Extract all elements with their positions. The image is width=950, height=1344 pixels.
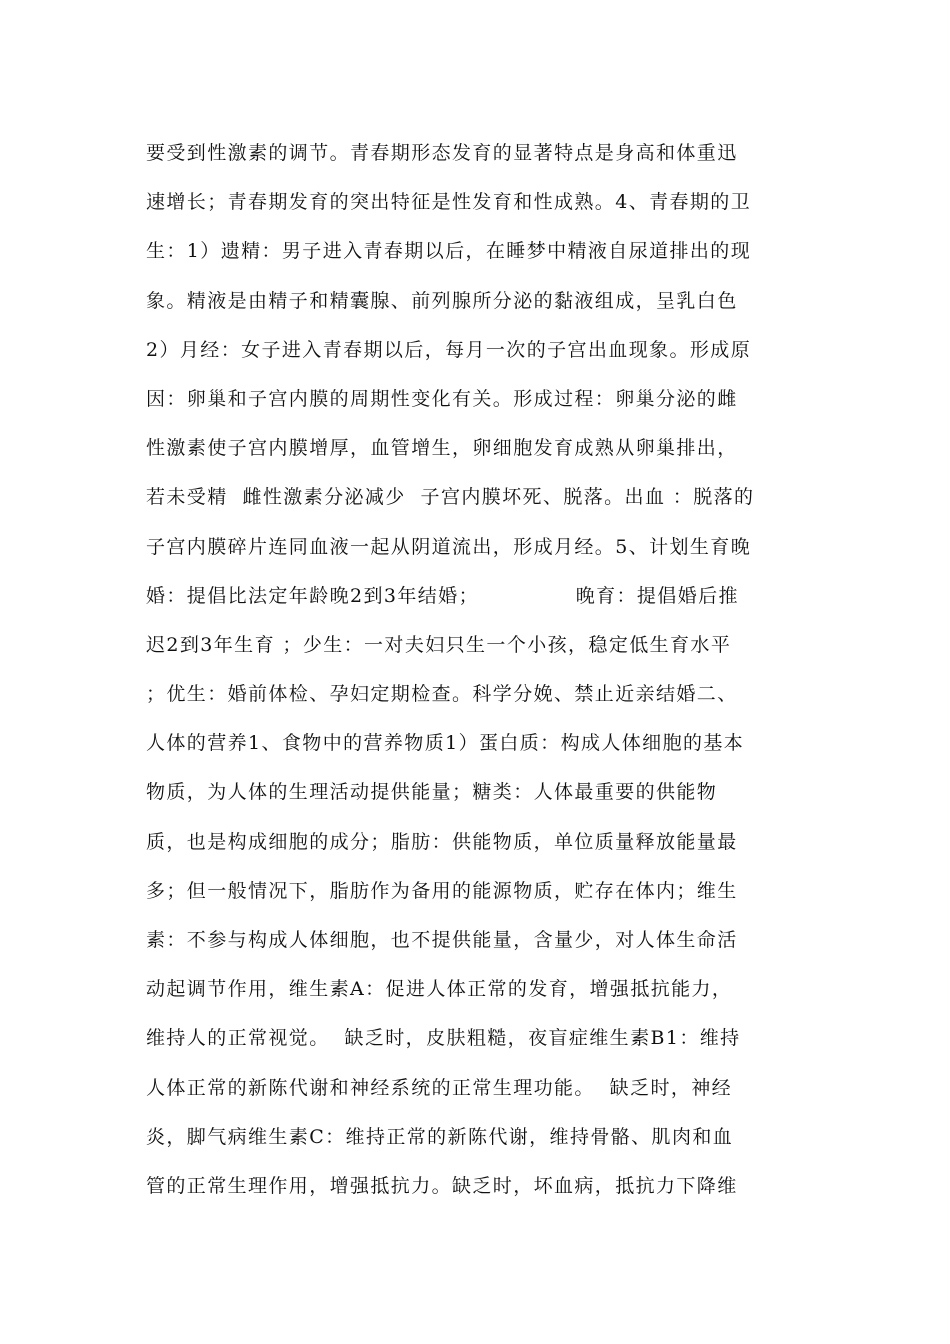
text-line: 性激素使子宫内膜增厚，血管增生，卵细胞发育成熟从卵巢排出， (146, 437, 738, 460)
text-line: 质，也是构成细胞的成分；脂肪：供能物质，单位质量释放能量最 (146, 830, 738, 853)
body-text (146, 134, 816, 1216)
text-line: 生：1）遗精：男子进入青春期以后，在睡梦中精液自尿道排出的现 (146, 240, 752, 263)
text-line: 素：不参与构成人体细胞，也不提供能量，含量少，对人体生命活 (146, 929, 738, 951)
text-line: 婚：提倡比法定年龄晚2到3年结婚； 晚育：提倡婚后推 (146, 584, 739, 607)
text-line: 炎，脚气病维生素C：维持正常的新陈代谢，维持骨骼、肌肉和血 (146, 1125, 734, 1148)
text-line: 物质，为人体的生理活动提供能量；糖类：人体最重要的供能物 (146, 781, 718, 804)
text-line: 人体正常的新陈代谢和神经系统的正常生理功能。 缺乏时，神经 (146, 1076, 733, 1099)
text-line: 动起调节作用，维生素A：促进人体正常的发育，增强抵抗能力， (146, 978, 733, 1001)
text-line: 因：卵巢和子宫内膜的周期性变化有关。形成过程：卵巢分泌的雌 (146, 387, 738, 410)
text-line: 多；但一般情况下，脂肪作为备用的能源物质，贮存在体内；维生 (146, 879, 738, 902)
text-line: 管的正常生理作用，增强抵抗力。缺乏时，坏血病，抵抗力下降维 (146, 1174, 738, 1197)
text-line: 2）月经：女子进入青春期以后，每月一次的子宫出血现象。形成原 (146, 338, 752, 361)
text-line: 象。精液是由精子和精囊腺、前列腺所分泌的黏液组成，呈乳白色 (146, 289, 738, 312)
text-line: 迟2到3年生育 ；少生：一对夫妇只生一个小孩，稳定低生育水平 (146, 633, 732, 656)
text-line: 维持人的正常视觉。 缺乏时，皮肤粗糙，夜盲症维生素B1：维持 (146, 1027, 741, 1050)
text-line: ；优生：婚前体检、孕妇定期检查。科学分娩、禁止近亲结婚二、 (146, 683, 738, 706)
text-line: 若未受精 雌性激素分泌减少 子宫内膜坏死、脱落。出血 ：脱落的 (146, 486, 755, 509)
text-line: 子宫内膜碎片连同血液一起从阴道流出，形成月经。5、计划生育晚 (146, 535, 752, 558)
text-line: 人体的营养1、食物中的营养物质1）蛋白质：构成人体细胞的基本 (146, 732, 745, 755)
text-line: 要受到性激素的调节。青春期形态发育的显著特点是身高和体重迅 (146, 142, 738, 164)
text-line: 速增长；青春期发育的突出特征是性发育和性成熟。4、青春期的卫 (146, 191, 752, 214)
